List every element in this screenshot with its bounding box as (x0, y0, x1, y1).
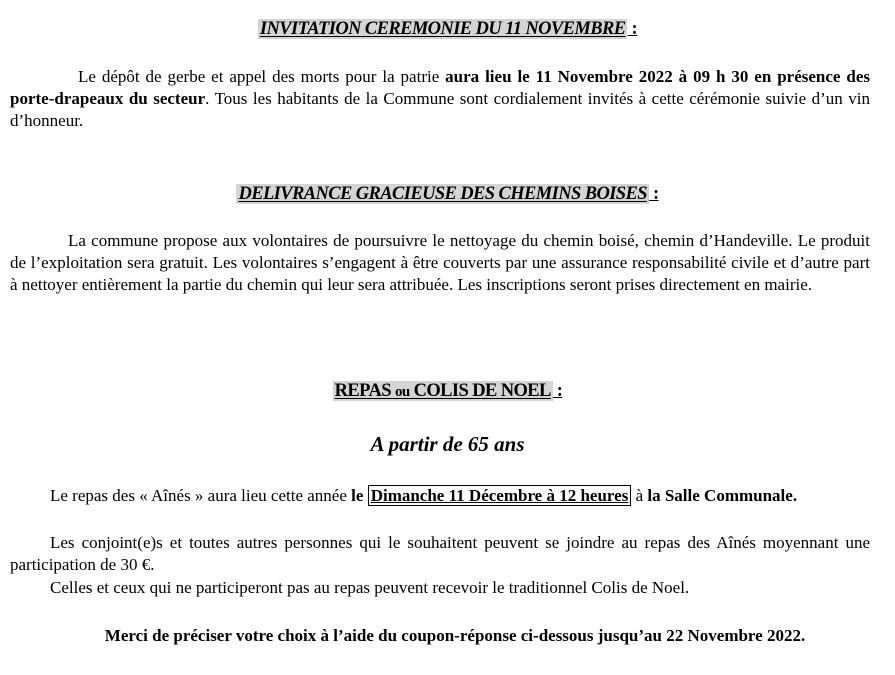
repas-text-le: le (351, 486, 368, 505)
heading-repas-c: COLIS DE NOEL (409, 381, 551, 401)
heading-repas-a: REPAS (334, 381, 395, 401)
repas-date-highlight: Dimanche 11 Décembre à 12 heures (368, 485, 632, 506)
heading-ceremonie (0, 19, 895, 40)
paragraph-ceremonie (10, 66, 870, 132)
heading-ceremonie-text: INVITATION CEREMONIE DU 11 NOVEMBRE (259, 19, 626, 39)
ceremonie-text-c: . Tous les habitants de la Commune sont cordialement invités à cette cérémonie suivie d’un vin d’honneur. (10, 89, 870, 130)
repas-text-a: Le repas des « Aînés » aura lieu cette année (50, 486, 352, 505)
ceremonie-text-bold: aura lieu le 11 Novembre 2022 à 09 h 30 en présence des porte-drapeaux du secteur (10, 67, 870, 108)
heading-repas-colon: : (552, 381, 563, 401)
colis-text: Celles et ceux qui ne participeront pas au repas peuvent recevoir le traditionnel Colis de Noel. (50, 578, 690, 597)
heading-repas-text (333, 381, 553, 401)
closing-note: Merci de préciser votre choix à l’aide du coupon-réponse ci-dessous jusqu’au 22 Novembre 2022. (104, 626, 806, 645)
repas-text-a2: à (631, 486, 648, 505)
subtitle-age: A partir de 65 ans (370, 432, 525, 456)
heading-chemins-colon: : (648, 184, 659, 204)
heading-ceremonie-colon: : (627, 19, 638, 39)
paragraph-colis (10, 577, 870, 599)
conjoints-text: Les conjoint(e)s et toutes autres personnes qui le souhaitent peuvent se joindre au repas des Aînés moyennant une participation de 30 €. (10, 533, 870, 574)
paragraph-conjoints (10, 532, 870, 576)
heading-repas-ou: ou (394, 384, 410, 400)
ceremonie-text-a: Le dépôt de gerbe et appel des morts pour la patrie (78, 67, 446, 86)
heading-repas (0, 381, 895, 402)
heading-chemins-text: DELIVRANCE GRACIEUSE DES CHEMINS BOISES (238, 184, 647, 204)
paragraph-chemins (10, 230, 870, 296)
paragraph-repas-date (10, 485, 870, 507)
heading-chemins (0, 184, 895, 205)
chemins-text: La commune propose aux volontaires de poursuivre le nettoyage du chemin boisé, chemin d’Handeville. Le produit de l’exploitation sera gratuit. Les volontaires s’engagent à être couverts par une assurance responsabilité civile et d’autre part à nettoyer entièrement la partie du chemin qui leur sera attribuée. Les inscriptions seront prises directement en mairie. (10, 231, 870, 294)
repas-salle: la Salle Communale. (647, 486, 798, 505)
